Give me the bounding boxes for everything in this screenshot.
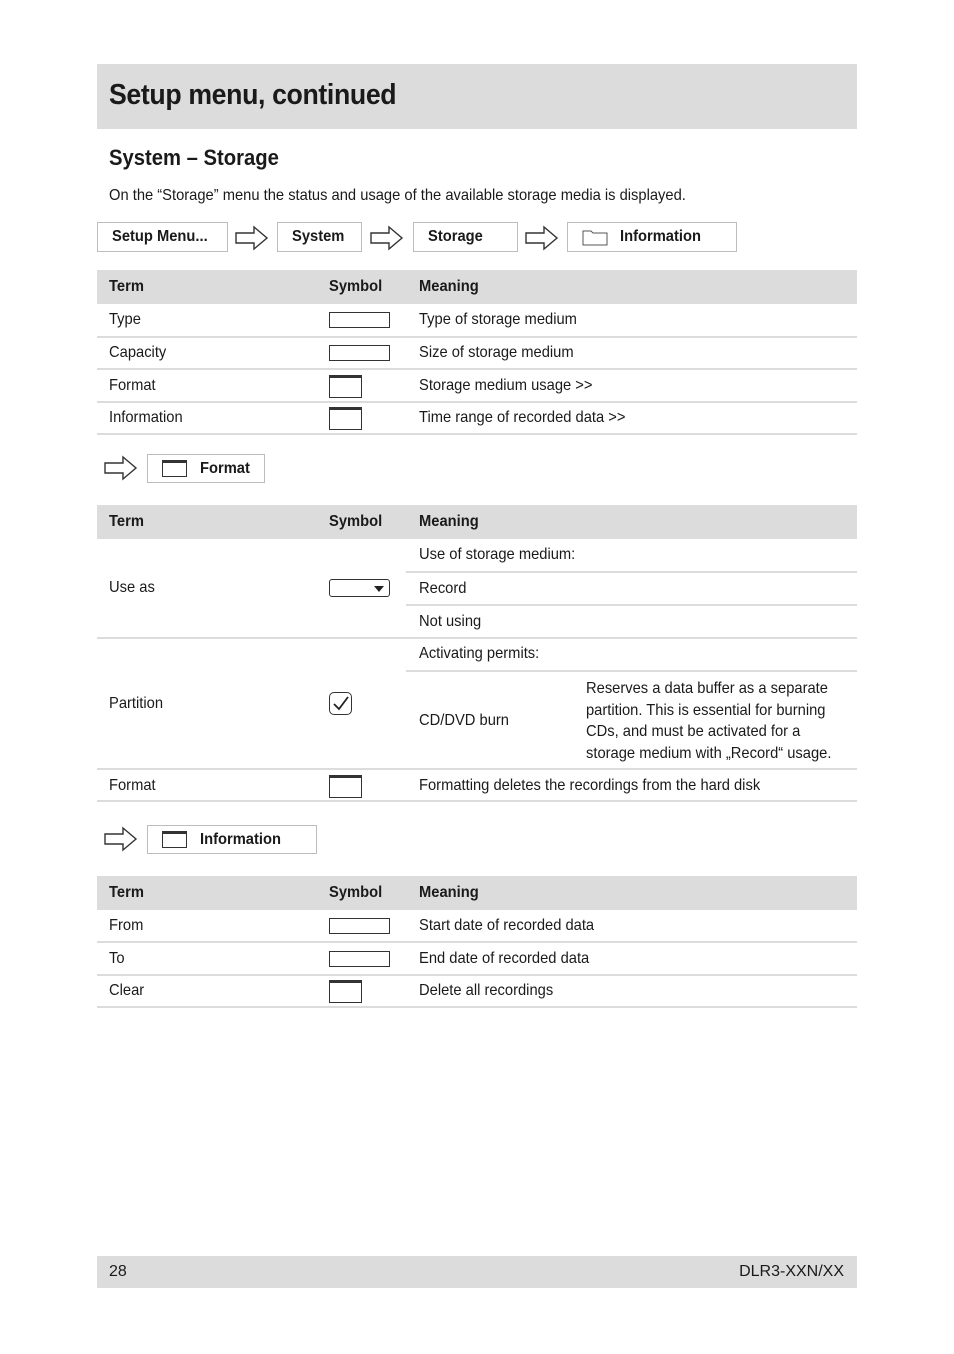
column-symbol: Symbol bbox=[329, 884, 383, 901]
meaning-cell: Delete all recordings bbox=[419, 982, 554, 999]
arrow-right-icon bbox=[104, 826, 138, 852]
description-line: CDs, and must be activated for a bbox=[586, 723, 801, 740]
input-field-symbol bbox=[329, 951, 390, 967]
arrow-right-icon bbox=[104, 455, 138, 481]
term-cell: Information bbox=[109, 409, 183, 426]
meaning-cell: Use of storage medium: bbox=[419, 546, 576, 563]
meaning-cell: Activating permits: bbox=[419, 645, 540, 662]
row-divider bbox=[97, 433, 857, 435]
meaning-cell: Start date of recorded data bbox=[419, 917, 595, 934]
meaning-cell: Size of storage medium bbox=[419, 344, 574, 361]
meaning-cell: Record bbox=[419, 580, 467, 597]
button-symbol bbox=[329, 375, 362, 398]
intro-text: On the “Storage” menu the status and usage of the available storage media is displayed. bbox=[109, 187, 686, 204]
breadcrumb-setup-menu[interactable] bbox=[97, 222, 228, 252]
meaning-cell: Formatting deletes the recordings from the hard disk bbox=[419, 777, 761, 794]
page-number: 28 bbox=[109, 1263, 127, 1280]
row-divider bbox=[97, 800, 857, 802]
row-divider bbox=[97, 401, 857, 403]
breadcrumb-label: System bbox=[292, 228, 345, 245]
button-icon bbox=[162, 460, 187, 477]
button-symbol bbox=[329, 407, 362, 430]
input-field-symbol bbox=[329, 345, 390, 361]
row-divider bbox=[97, 637, 857, 639]
title-bar bbox=[97, 64, 857, 129]
button-symbol bbox=[329, 980, 362, 1003]
description-cell bbox=[586, 678, 831, 764]
column-meaning: Meaning bbox=[419, 278, 479, 295]
row-divider bbox=[406, 670, 857, 672]
breadcrumb-label: Storage bbox=[428, 228, 483, 245]
term-cell: Capacity bbox=[109, 344, 167, 361]
row-divider bbox=[97, 368, 857, 370]
row-divider bbox=[406, 604, 857, 606]
row-divider bbox=[97, 768, 857, 770]
breadcrumb-information[interactable] bbox=[567, 222, 737, 252]
information-button-label: Information bbox=[200, 830, 281, 848]
format-button[interactable] bbox=[147, 454, 265, 483]
term-cell: Format bbox=[109, 777, 156, 794]
meaning-cell: Not using bbox=[419, 613, 482, 630]
breadcrumb-label: Information bbox=[620, 228, 701, 245]
term-cell: Format bbox=[109, 377, 156, 394]
description-line: partition. This is essential for burning bbox=[586, 701, 826, 719]
table-header bbox=[97, 505, 857, 539]
format-button-label: Format bbox=[200, 459, 250, 477]
column-symbol: Symbol bbox=[329, 278, 383, 295]
model-number: DLR3-XXN/XX bbox=[739, 1263, 844, 1280]
meaning-cell: Storage medium usage >> bbox=[419, 377, 593, 394]
term-cell: To bbox=[109, 950, 125, 967]
breadcrumb-label: Setup Menu... bbox=[112, 228, 208, 245]
description-line: Reserves a data buffer as a separate bbox=[586, 680, 828, 697]
section-heading: System – Storage bbox=[109, 145, 279, 170]
description-line: storage medium with „Record“ usage. bbox=[586, 744, 832, 762]
checkmark-icon bbox=[330, 693, 351, 714]
meaning-cell: Time range of recorded data >> bbox=[419, 409, 626, 426]
column-meaning: Meaning bbox=[419, 513, 479, 530]
row-divider bbox=[97, 336, 857, 338]
term-cell: Partition bbox=[109, 695, 164, 712]
term-cell: Clear bbox=[109, 982, 145, 999]
term-cell: Type bbox=[109, 311, 141, 328]
checkbox-symbol bbox=[329, 692, 352, 715]
meaning-cell: Type of storage medium bbox=[419, 311, 577, 328]
information-button[interactable] bbox=[147, 825, 317, 854]
column-symbol: Symbol bbox=[329, 513, 383, 530]
column-term: Term bbox=[109, 278, 144, 295]
row-divider bbox=[97, 974, 857, 976]
chevron-down-icon bbox=[374, 586, 384, 592]
row-divider bbox=[97, 1006, 857, 1008]
button-icon bbox=[162, 831, 187, 848]
arrow-right-icon bbox=[525, 225, 559, 251]
term-cell: Use as bbox=[109, 579, 155, 596]
breadcrumb-storage[interactable] bbox=[413, 222, 518, 252]
page-footer bbox=[97, 1256, 857, 1288]
column-meaning: Meaning bbox=[419, 884, 479, 901]
arrow-right-icon bbox=[235, 225, 269, 251]
folder-icon bbox=[582, 228, 608, 246]
table-header bbox=[97, 876, 857, 910]
dropdown-symbol bbox=[329, 579, 390, 597]
option-cell: CD/DVD burn bbox=[419, 712, 509, 729]
term-cell: From bbox=[109, 917, 144, 934]
input-field-symbol bbox=[329, 312, 390, 328]
column-term: Term bbox=[109, 884, 144, 901]
row-divider bbox=[406, 571, 857, 573]
arrow-right-icon bbox=[370, 225, 404, 251]
breadcrumb-system[interactable] bbox=[277, 222, 362, 252]
table-header bbox=[97, 270, 857, 304]
column-term: Term bbox=[109, 513, 144, 530]
meaning-cell: End date of recorded data bbox=[419, 950, 590, 967]
page-title: Setup menu, continued bbox=[109, 79, 397, 111]
row-divider bbox=[97, 941, 857, 943]
button-symbol bbox=[329, 775, 362, 798]
input-field-symbol bbox=[329, 918, 390, 934]
